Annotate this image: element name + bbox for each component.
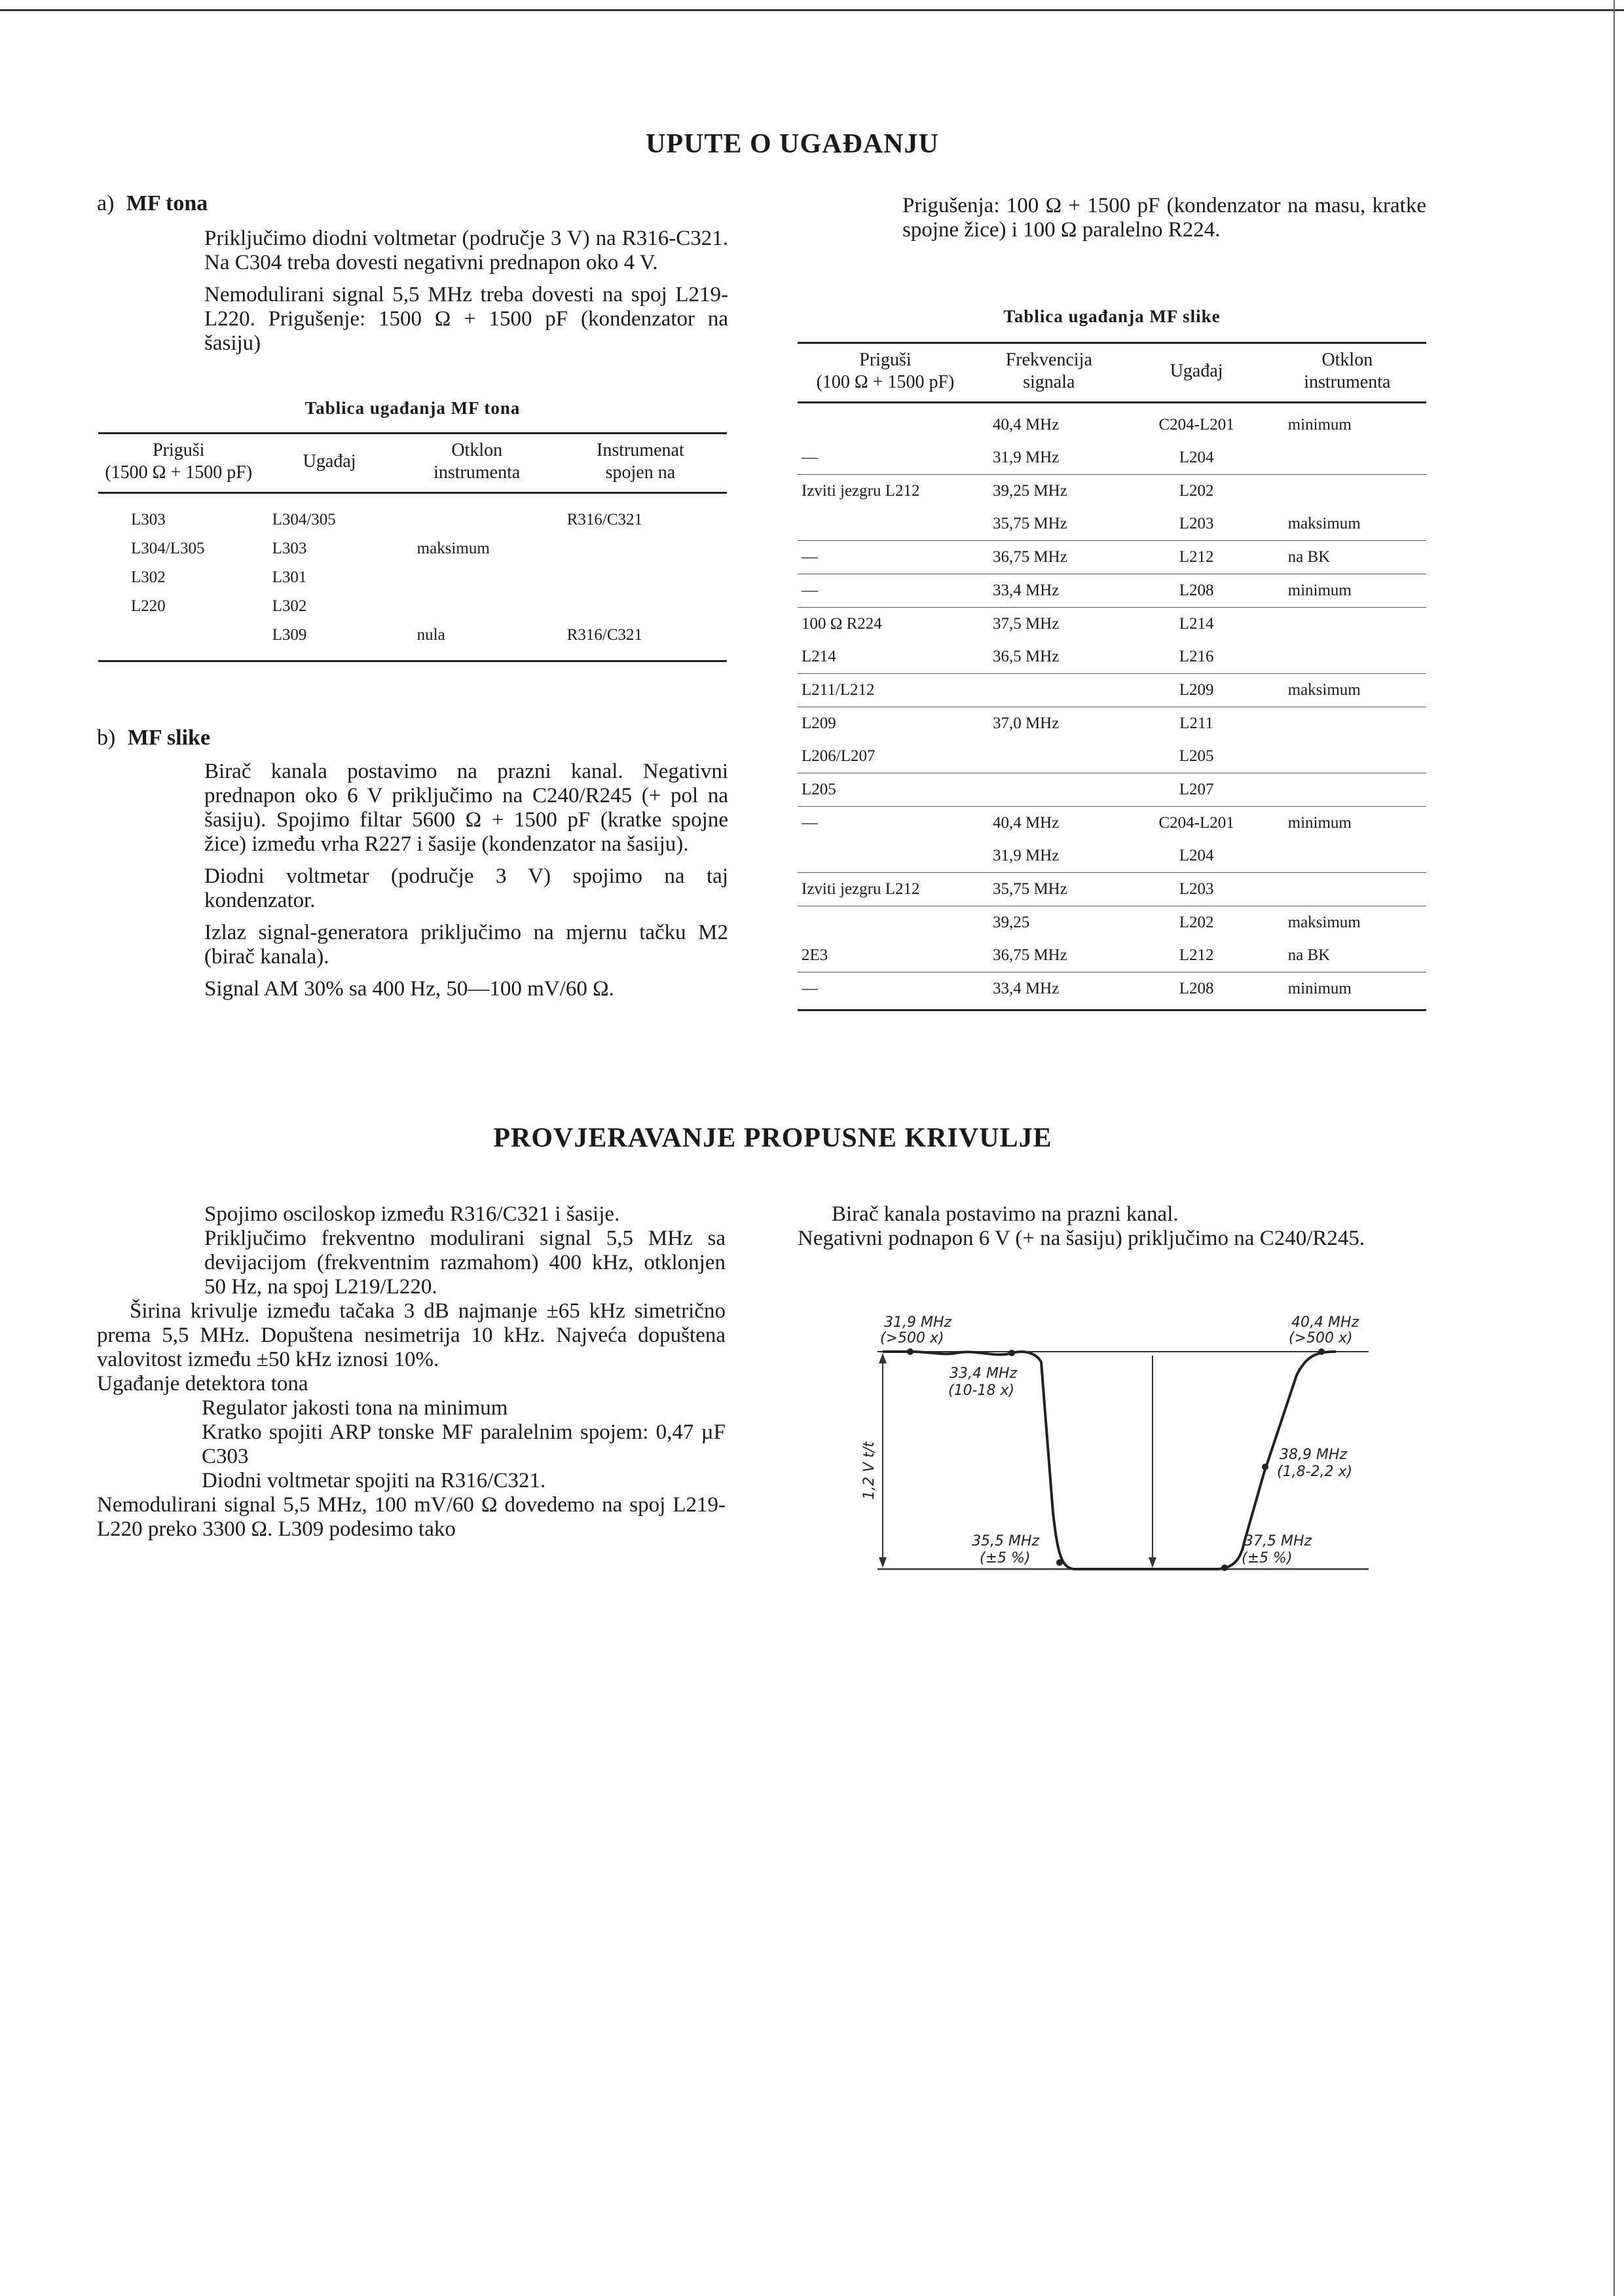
table-a-grid [98,432,727,650]
table-b-cell: — [798,541,973,574]
section-a-paragraph: Nemodulirani signal 5,5 MHz treba dovesti na spoj L219-L220. Prigušenje: 1500 Ω + 1500 pF (kondenzator na šasiju) [204,283,728,355]
table-b-cell: L211/L212 [798,674,973,707]
section-c-paragraph: Regulator jakosti tona na minimum [202,1396,508,1420]
table-a [98,432,727,662]
table-b-cell [798,508,973,541]
table-b [798,342,1426,1011]
table-b-cell [1268,740,1426,773]
section-c-right-text [798,1202,1426,1251]
table-b-row [798,873,1426,906]
table-b-cell: L204 [1125,840,1268,873]
table-a-row [98,563,727,592]
section-b-heading [97,726,210,750]
table-a-cell [554,563,727,592]
table-b-cell: minimum [1287,814,1352,832]
table-b-cell: L211 [1179,714,1214,732]
table-b-cell: L202 [1179,914,1214,931]
table-a-cell [554,534,727,563]
table-a-caption: Tablica ugađanja MF tona [304,398,521,418]
table-b-cell: 36,5 MHz [973,640,1125,674]
section-a-text [204,227,728,363]
section-a-paragraph: Priključimo diodni voltmetar (područje 3 V) na R316-C321. Na C304 treba dovesti negativni prednapon oko 4 V. [204,227,728,274]
label-40-4-mhz-ratio: (>500 x) [1289,1330,1353,1346]
table-b-cell: L212 [1125,939,1268,972]
section-b-paragraph: Birač kanala postavimo na prazni kanal. Negativni prednapon oko 6 V priključimo na C240/R245 (+ pol na šasiju). Spojimo filtar 5600 Ω + 1500 pF (kratke spojne žice) između vrha R227 i šasije (kondenzator na šasiju). [204,760,728,856]
table-b-header: Ugađaj [1170,361,1223,381]
label-33-4-mhz-ratio: (10-18 x) [948,1382,1015,1399]
table-b-row [798,541,1426,574]
marker-dot [1318,1348,1325,1355]
table-b-header: Priguši (100 Ω + 1500 pF) [816,350,955,392]
table-b-row [798,740,1426,773]
voltage-axis-label: 1,2 V t/t [861,1441,877,1500]
voltage-axis-arrow-up [879,1353,887,1363]
section-b-label: b) [97,726,116,750]
marker-dot [1008,1350,1015,1356]
section-c-paragraph: Nemodulirani signal 5,5 MHz, 100 mV/60 Ω dovedemo na spoj L219-L220 preko 3300 Ω. L309 podesimo tako [97,1493,726,1541]
table-a-cell [98,621,259,650]
marker-dot [1221,1565,1228,1571]
table-a-header: Instrumenat spojen na [597,440,684,483]
table-b-cell: 35,75 MHz [973,508,1125,541]
marker-dot [1262,1464,1268,1470]
table-b-cell: 37,0 MHz [992,714,1060,732]
label-33-4-mhz: 33,4 MHz [950,1365,1018,1382]
table-b-cell: minimum [1287,980,1352,997]
section-b-paragraph: Diodni voltmetar (područje 3 V) spojimo na taj kondenzator. [204,864,728,912]
table-b-cell: C204-L201 [1158,814,1234,832]
table-a-cell: L303 [272,540,307,557]
section-c-paragraph: Spojimo osciloskop između R316/C321 i šasije. [204,1202,620,1226]
section-a-label: a) [97,191,115,215]
table-a-cell: nula [416,626,445,644]
table-b-header: Otklon instrumenta [1304,350,1391,392]
table-b-cell [1268,475,1426,508]
label-38-9-mhz-ratio: (1,8-2,2 x) [1277,1464,1353,1480]
table-b-cell: 35,75 MHz [973,873,1125,906]
section-a-right-text: Prigušenja: 100 Ω + 1500 pF (kondenzator na masu, kratke spojne žice) i 100 Ω paralelno R224. [902,194,1426,242]
page-right-edge [1614,0,1624,2296]
table-b-cell: L208 [1125,574,1268,608]
table-b-cell [1268,640,1426,674]
voltage-axis-arrow-down [879,1557,887,1568]
table-b-cell [1268,773,1426,807]
section-c-paragraph: Kratko spojiti ARP tonske MF paralelnim spojem: 0,47 µF C303 [202,1420,726,1468]
table-b-cell: 36,75 MHz [973,541,1125,574]
table-a-header: Otklon instrumenta [434,440,521,483]
label-35-5-mhz-tolerance: (±5 %) [980,1550,1031,1566]
table-a-cell: L301 [272,568,307,586]
table-b-cell [973,674,1125,707]
label-31-9-mhz: 31,9 MHz [884,1314,952,1331]
table-a-cell [400,592,554,621]
table-b-row [798,972,1426,1006]
table-b-cell: L206/L207 [798,740,973,773]
section-a-heading [97,191,208,216]
section-c-right-paragraph: Birač kanala postavimo na prazni kanal. [832,1202,1179,1226]
table-a-row [98,506,727,534]
marker-dot [1056,1559,1063,1566]
table-b-row [798,807,1426,840]
table-b-cell: 31,9 MHz [973,441,1125,475]
table-a-header: Ugađaj [303,451,356,472]
table-b-row [798,475,1426,508]
table-b-cell: L214 [798,640,973,674]
table-b-grid [798,342,1426,1005]
section-c-subheading: Ugađanje detektora tona [97,1372,308,1396]
table-a-cell: maksimum [416,540,490,557]
section-c-paragraph: Priključimo frekventno modulirani signal 5,5 MHz sa devijacijom (frekventnim razmahom) 400 kHz, otklonjen 50 Hz, na spoj L219/L220. [204,1227,726,1299]
table-b-cell: L205 [798,773,973,807]
table-b-cell: 33,4 MHz [973,574,1125,608]
table-b-cell [798,840,973,873]
table-b-cell: maksimum [1268,508,1426,541]
table-b-cell: Izviti jezgru L212 [802,482,920,500]
table-b-cell: L212 [1125,541,1268,574]
table-b-row [798,906,1426,940]
section-c-right-paragraph: Negativni podnapon 6 V (+ na šasiju) priključimo na C240/R245. [798,1227,1365,1250]
table-a-cell: L220 [131,597,166,615]
table-b-cell: minimum [1268,574,1426,608]
table-a-row [98,621,727,650]
table-b-cell: L203 [1125,873,1268,906]
table-b-cell: L202 [1179,482,1214,500]
table-a-cell: L304/L305 [131,540,205,557]
label-35-5-mhz: 35,5 MHz [972,1533,1040,1549]
table-b-row [798,840,1426,873]
table-a-row [98,592,727,621]
table-b-row [798,640,1426,674]
table-b-cell: 36,75 MHz [973,939,1125,972]
table-b-cell [1268,840,1426,873]
table-a-header: Priguši (1500 Ω + 1500 pF) [105,440,253,483]
table-a-cell: L304/305 [272,511,336,528]
table-b-cell: 33,4 MHz [992,980,1060,997]
center-marker-arrow [1149,1557,1156,1568]
label-40-4-mhz: 40,4 MHz [1291,1314,1359,1331]
section-b-paragraph: Izlaz signal-generatora priključimo na mjernu tačku M2 (birač kanala). [204,921,728,969]
label-37-5-mhz-tolerance: (±5 %) [1242,1550,1293,1566]
table-a-cell [400,563,554,592]
table-b-cell: L205 [1125,740,1268,773]
section-c-left-text [97,1202,726,1542]
table-b-cell: L203 [1125,508,1268,541]
table-b-cell: 40,4 MHz [992,814,1060,832]
section-c-title: PROVJERAVANJE PROPUSNE KRIVULJE [493,1123,1052,1153]
table-b-cell: L209 [1125,674,1268,707]
table-b-cell: Izviti jezgru L212 [798,873,973,906]
table-b-cell: 31,9 MHz [973,840,1125,873]
table-a-cell: R316/C321 [566,511,643,528]
page-top-edge [0,0,1624,11]
table-b-cell: 40,4 MHz [992,416,1060,434]
section-b-text [204,760,728,1009]
marker-dot [907,1348,913,1355]
table-b-cell: 37,5 MHz [992,615,1060,633]
table-b-header: Frekvencija signala [1005,350,1092,392]
table-b-cell [1268,441,1426,475]
table-b-cell: — [802,814,818,832]
table-b-row [798,441,1426,475]
table-b-cell: 2E3 [798,939,973,972]
table-b-cell [1268,608,1426,641]
table-a-cell: L303 [131,511,166,528]
table-b-cell: — [798,441,973,475]
table-b-cell: L204 [1125,441,1268,475]
section-b-title: MF slike [127,726,211,750]
table-b-cell: L207 [1125,773,1268,807]
table-b-row [798,409,1426,441]
section-a-title: MF tona [126,191,208,215]
section-c-paragraph: Širina krivulje između tačaka 3 dB najmanje ±65 kHz simetrično prema 5,5 MHz. Dopuštena nesimetrija 10 kHz. Najveća dopuštena valovitost između ±50 kHz iznosi 10%. [97,1299,726,1371]
table-b-cell [1268,873,1426,906]
table-b-cell: — [798,574,973,608]
label-38-9-mhz: 38,9 MHz [1280,1447,1348,1463]
table-b-cell [798,409,973,441]
table-b-cell: 39,25 MHz [992,482,1067,500]
table-b-cell: na BK [1268,541,1426,574]
table-b-cell: L208 [1179,980,1214,997]
table-b-row [798,939,1426,972]
table-b-cell: — [802,980,818,997]
table-b-cell [973,740,1125,773]
table-b-cell [798,906,973,940]
table-a-cell: R316/C321 [566,626,643,644]
table-b-row [798,574,1426,608]
page-title: UPUTE O UGAĐANJU [646,129,939,159]
section-b-paragraph: Signal AM 30% sa 400 Hz, 50—100 mV/60 Ω. [204,977,614,1001]
table-b-cell: 39,25 [992,914,1030,931]
table-a-cell: L302 [272,597,307,615]
table-a-row [98,534,727,563]
table-b-cell: na BK [1268,939,1426,972]
label-37-5-mhz: 37,5 MHz [1244,1533,1312,1549]
table-a-cell: L309 [272,626,307,644]
table-a-cell [400,506,554,534]
table-a-cell [554,592,727,621]
table-b-cell: 100 Ω R224 [802,615,882,633]
table-a-cell: L302 [131,568,166,586]
table-b-row [798,773,1426,807]
table-b-row [798,608,1426,641]
table-b-cell [973,773,1125,807]
table-b-row [798,707,1426,741]
section-c-paragraph: Diodni voltmetar spojiti na R316/C321. [202,1469,546,1492]
table-b-cell: maksimum [1287,914,1361,931]
table-b-cell: L214 [1179,615,1214,633]
table-b-row [798,508,1426,541]
table-b-cell: maksimum [1268,674,1426,707]
passband-curve-diagram [851,1303,1375,1578]
label-31-9-mhz-ratio: (>500 x) [880,1330,944,1346]
table-b-cell [1268,707,1426,741]
table-b-caption: Tablica ugađanja MF slike [1003,306,1221,326]
table-b-cell: C204-L201 [1158,416,1234,434]
table-b-cell: L209 [802,714,836,732]
table-b-row [798,674,1426,707]
table-b-cell: L216 [1125,640,1268,674]
table-b-cell: minimum [1287,416,1352,434]
